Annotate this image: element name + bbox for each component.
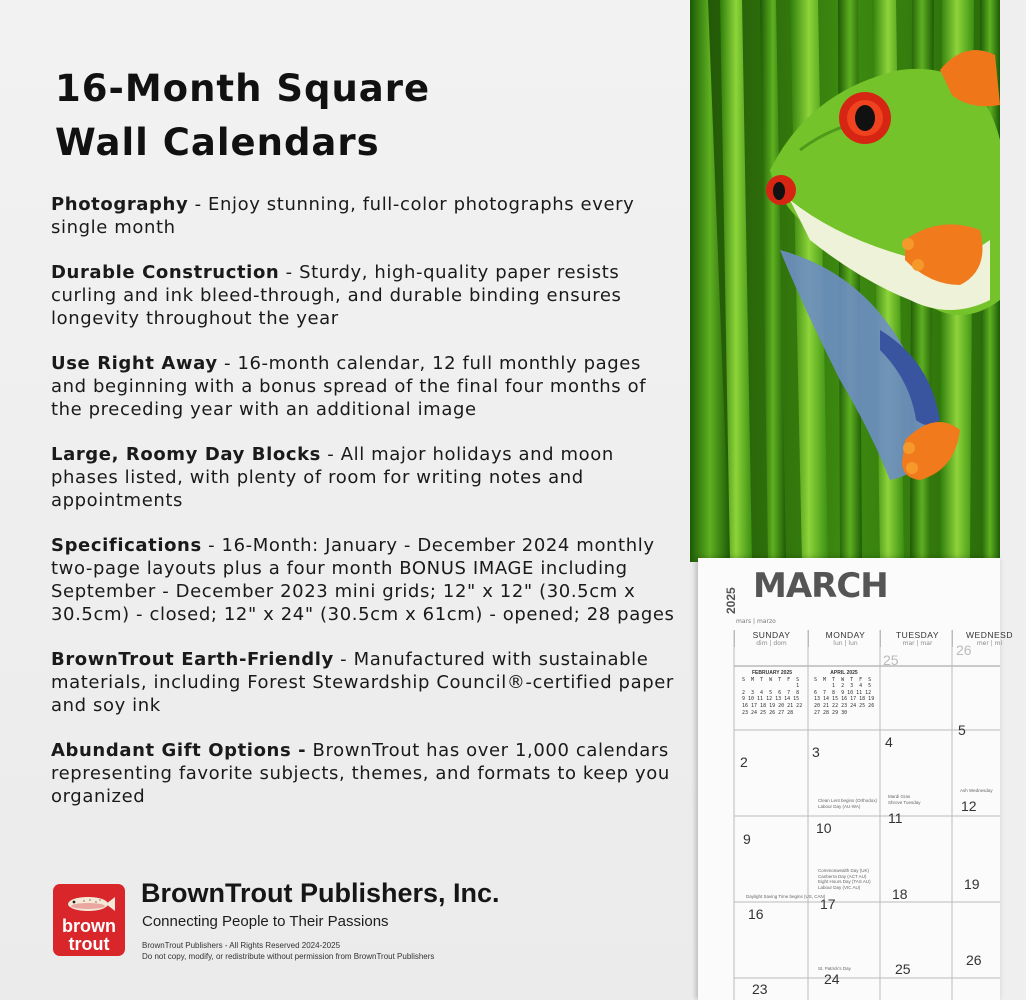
feature-heading: Abundant Gift Options - — [51, 740, 307, 761]
feature-photography — [51, 193, 681, 239]
holiday-note — [818, 798, 877, 809]
day-number: 10 — [816, 820, 832, 836]
note-line: Canberra Day (ACT AU) — [818, 873, 867, 879]
note-line: Eight Hours Day (TAS AU) — [818, 879, 871, 884]
day-number: 18 — [892, 886, 908, 902]
calendar-grid-lines — [698, 558, 1000, 1000]
publisher-legal — [142, 940, 434, 962]
feature-heading: Durable Construction — [51, 262, 280, 283]
day-number: 9 — [743, 831, 751, 847]
mini-row: 13 14 15 16 17 18 19 — [814, 696, 875, 703]
day-number: 2 — [740, 754, 748, 770]
feature-heading: Large, Roomy Day Blocks — [51, 444, 321, 465]
note-line: Labour Day (VIC AU) — [818, 884, 861, 890]
feature-heading: Specifications — [51, 535, 202, 556]
browntrout-logo — [53, 884, 125, 956]
day-sub: lun | lun — [833, 640, 858, 647]
note-line: Commonwealth Day (UK) — [818, 868, 870, 873]
day-number: 12 — [961, 798, 977, 814]
mini-title: APRIL 2025 — [830, 670, 858, 676]
note-line: Shrove Tuesday — [888, 799, 921, 805]
mini-row: 1 — [742, 683, 800, 690]
feature-durable-construction — [51, 261, 681, 330]
day-header-monday — [808, 630, 882, 647]
mini-row: 6 7 8 9 10 11 12 — [814, 689, 872, 696]
holiday-note: Ash Wednesday — [960, 788, 993, 793]
feature-gift-options — [51, 739, 681, 808]
note-line: Clean Lent begins (Orthodox) — [818, 798, 878, 803]
feature-heading: BrownTrout Earth-Friendly — [51, 649, 334, 670]
mini-calendar-april — [814, 670, 874, 716]
day-number: 19 — [964, 876, 980, 892]
mini-row: 2 3 4 5 6 7 8 — [742, 689, 800, 696]
note-line: Mardi Gras — [888, 794, 911, 799]
holiday-note — [818, 868, 871, 890]
mini-row: 16 17 18 19 20 21 22 — [742, 702, 803, 709]
legal-line-1: BrownTrout Publishers - All Rights Reserved 2024-2025 — [142, 941, 341, 950]
publisher-tagline: Connecting People to Their Passions — [142, 913, 389, 930]
mini-calendar-february — [742, 670, 802, 716]
calendar-month: MARCH — [753, 566, 888, 606]
feature-list — [51, 193, 681, 830]
mini-title: FEBRUARY 2025 — [751, 670, 792, 676]
mini-row: 20 21 22 23 24 25 26 — [814, 702, 875, 709]
feature-heading: Use Right Away — [51, 353, 218, 374]
mini-row: 1 2 3 4 5 — [814, 683, 872, 690]
trout-fish-icon — [62, 893, 116, 915]
feature-specifications — [51, 534, 681, 626]
day-number: 24 — [824, 971, 840, 987]
feature-text: - Sturdy, high-quality paper resists curling and ink bleed-through, and durable binding ensures longevity throughout the year — [51, 262, 622, 329]
holiday-note: St. Patrick's Day — [818, 966, 851, 971]
feature-text: BrownTrout has over 1,000 calendars representing favorite subjects, themes, and formats to keep you organized — [51, 740, 670, 807]
day-name: MONDAY — [825, 630, 866, 640]
mini-head: S M T W T F S — [814, 676, 872, 683]
mini-row: 27 28 29 30 — [814, 709, 848, 716]
day-name: TUESDAY — [895, 630, 940, 640]
calendar-year: 2025 — [724, 587, 738, 614]
logo-word-trout: trout — [68, 934, 110, 954]
day-number: 4 — [885, 734, 893, 750]
day-number: 23 — [752, 981, 768, 997]
day-number: 3 — [812, 744, 820, 760]
title-line-2: Wall Calendars — [55, 121, 380, 164]
holiday-note — [888, 794, 921, 805]
day-sub: mar | mar — [902, 640, 933, 647]
publisher-name: BrownTrout Publishers, Inc. — [141, 878, 500, 908]
feature-text: - 16-Month: January - December 2024 monthly two-page layouts plus a four month BONUS IMAGE including September - December 2023 mini grids; 12" x 12" (30.5cm x 30.5cm) - closed; 12" x 24" (30.5cm x 61cm) - opened; 28 pages — [51, 535, 675, 625]
frog-photo — [690, 0, 1000, 562]
note-line: Labour Day (AU-WA) — [818, 803, 861, 809]
mini-head: S M T W T F S — [742, 676, 800, 683]
day-name: WEDNESD — [966, 630, 1013, 640]
mini-row: 23 24 25 26 27 28 — [742, 709, 794, 716]
day-number: 11 — [888, 810, 903, 826]
day-sub: dim | dom — [756, 640, 787, 647]
feature-earth-friendly — [51, 648, 681, 717]
day-number: 25 — [883, 652, 899, 668]
day-number: 26 — [966, 952, 982, 968]
day-header-sunday — [734, 630, 808, 647]
calendar-page-preview — [698, 558, 1013, 1000]
feature-text: - Enjoy stunning, full-color photographs every single month — [51, 194, 635, 238]
feature-text: - All major holidays and moon phases listed, with plenty of room for writing notes and appointments — [51, 444, 614, 511]
day-number: 17 — [820, 896, 836, 912]
day-number: 25 — [895, 961, 911, 977]
calendar-month-subtitle: mars | marzo — [736, 618, 776, 625]
day-number: 16 — [748, 906, 764, 922]
logo-word-brown: brown — [62, 916, 116, 936]
mini-row: 9 10 11 12 13 14 15 — [742, 696, 800, 703]
feature-text: - Manufactured with sustainable materials, including Forest Stewardship Council®-certified paper and soy ink — [51, 649, 674, 716]
feature-use-right-away — [51, 352, 681, 421]
day-sub: mer | mi — [976, 640, 1003, 647]
day-number: 5 — [958, 722, 966, 738]
holiday-note: Daylight Saving Time begins (US, CAN) — [746, 894, 826, 899]
day-header-tuesday — [880, 630, 954, 647]
legal-line-2: Do not copy, modify, or redistribute without permission from BrownTrout Publishers — [142, 952, 435, 961]
day-number: 26 — [956, 642, 972, 658]
red-eyed-tree-frog-image — [690, 0, 1000, 562]
day-name: SUNDAY — [752, 630, 791, 640]
feature-text: - 16-month calendar, 12 full monthly pages and beginning with a bonus spread of the final four months of the preceding year with an additional image — [51, 353, 647, 420]
feature-heading: Photography — [51, 194, 189, 215]
page-title — [55, 62, 430, 170]
feature-day-blocks — [51, 443, 681, 512]
title-line-1: 16-Month Square — [55, 67, 431, 110]
